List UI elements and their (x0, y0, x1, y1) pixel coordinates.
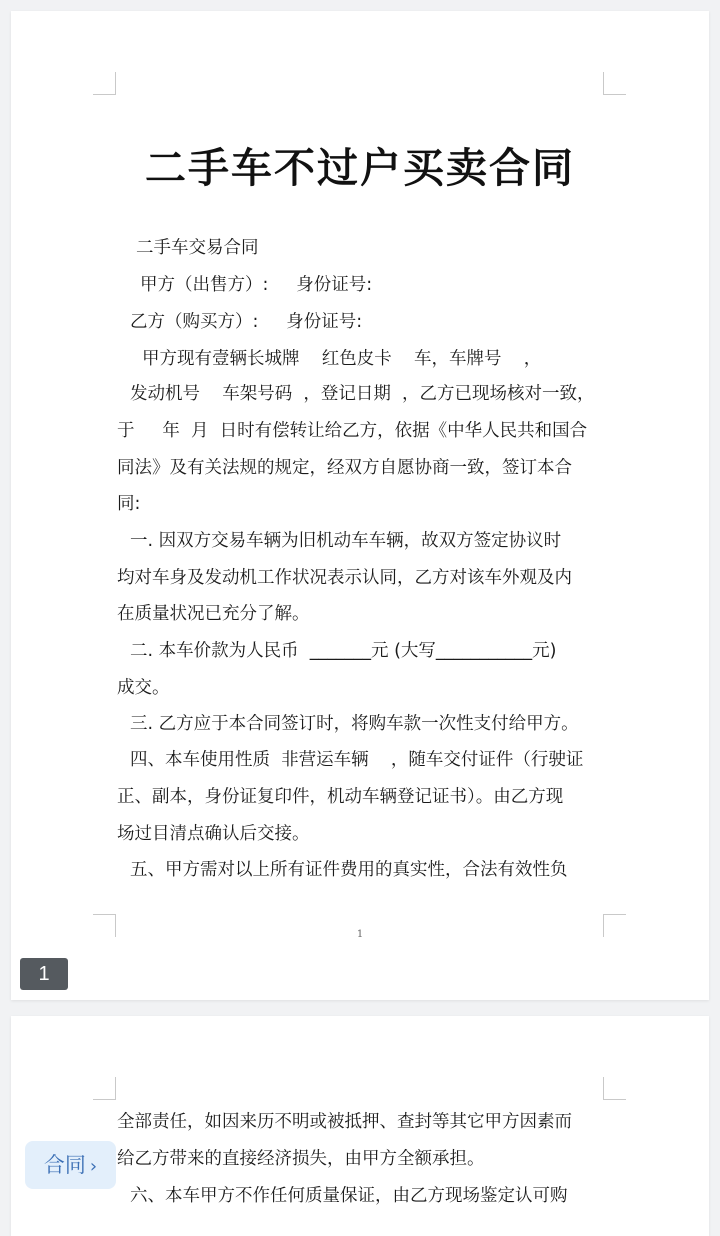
paragraph-line: 发动机号 车架号码 ，登记日期 ，乙方已现场核对一致， (130, 384, 595, 404)
paragraph-line: 场过目清点确认后交接。 (117, 824, 310, 844)
chevron-right-icon: › (89, 1156, 98, 1177)
paragraph-line: 乙方（购买方）: 身份证号: (130, 312, 363, 332)
tag-chip-label: 合同 (43, 1153, 86, 1177)
paragraph-line: 在质量状况已充分了解。 (117, 604, 310, 624)
current-page-indicator[interactable]: 1 (20, 958, 68, 990)
margin-corner-mark (603, 72, 626, 95)
paragraph-line: 甲方现有壹辆长城牌 红色皮卡 车，车牌号 ， (142, 349, 542, 369)
paragraph-line: 给乙方带来的直接经济损失，由甲方全额承担。 (117, 1149, 485, 1169)
paragraph-line: 甲方（出售方）: 身份证号: (140, 275, 373, 295)
paragraph-line: 五、甲方需对以上所有证件费用的真实性，合法有效性负 (130, 860, 568, 880)
margin-corner-mark (93, 72, 116, 95)
page-number: 1 (356, 929, 364, 940)
margin-corner-mark (93, 1077, 116, 1100)
paragraph-line: 同法》及有关法规的规定，经双方自愿协商一致，签订本合 (117, 458, 572, 478)
paragraph-line: 二. 本车价款为人民币 _______元 (大写___________元) (130, 641, 557, 661)
document-title: 二手车不过户买卖合同 (145, 144, 575, 192)
paragraph-line: 三. 乙方应于本合同签订时，将购车款一次性支付给甲方。 (130, 714, 579, 734)
paragraph-line: 成交。 (117, 678, 170, 698)
paragraph-line: 六、本车甲方不作任何质量保证，由乙方现场鉴定认可购 (130, 1186, 568, 1206)
margin-corner-mark (603, 1077, 626, 1100)
paragraph-line: 正、副本，身份证复印件，机动车辆登记证书）。由乙方现 (117, 787, 564, 807)
paragraph-line: 全部责任，如因来历不明或被抵押、查封等其它甲方因素而 (117, 1112, 572, 1132)
contract-tag-chip[interactable] (25, 1141, 116, 1189)
paragraph-line: 均对车身及发动机工作状况表示认同，乙方对该车外观及内 (117, 568, 572, 588)
paragraph-line: 四、本车使用性质 非营运车辆 ，随车交付证件（行驶证 (130, 750, 584, 770)
paragraph-line: 二手车交易合同 (136, 238, 259, 258)
paragraph-line: 一. 因双方交易车辆为旧机动车车辆，故双方签定协议时 (130, 531, 562, 551)
paragraph-line: 同: (117, 494, 141, 514)
paragraph-line: 于 年 月 日时有偿转让给乙方，依据《中华人民共和国合 (117, 421, 588, 441)
